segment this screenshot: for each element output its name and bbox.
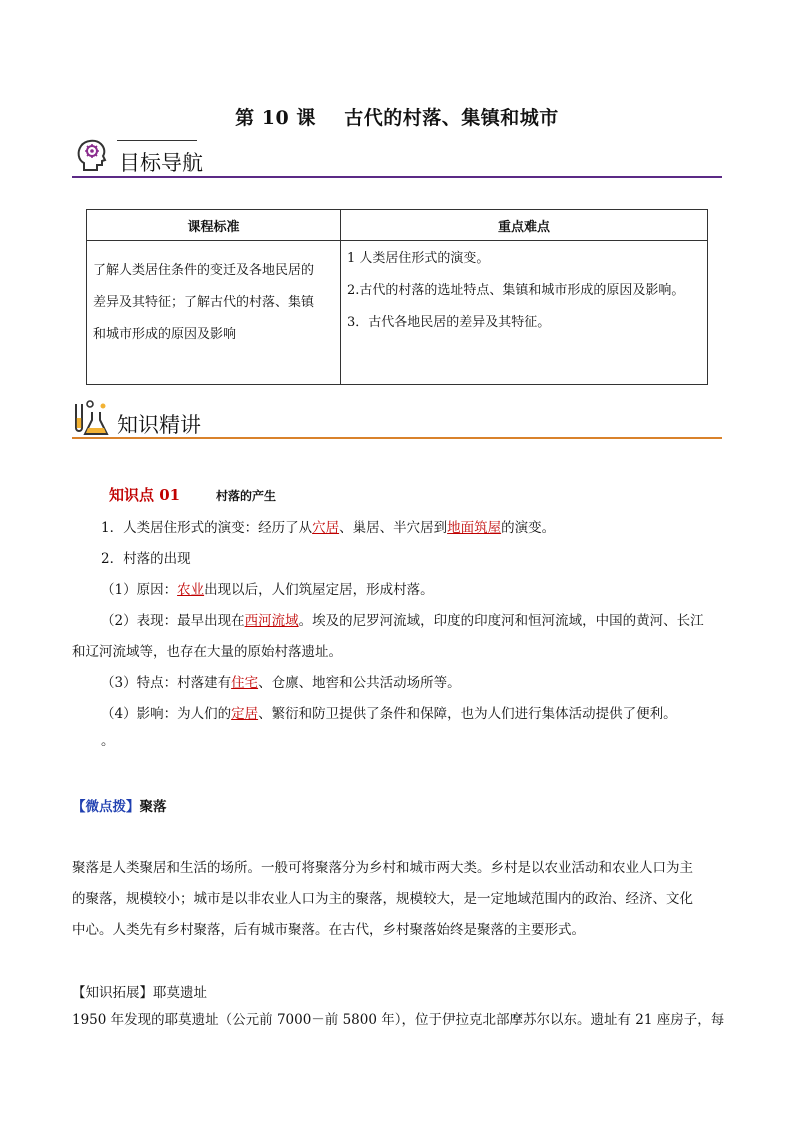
extension-heading xyxy=(72,983,207,1003)
keypoint-line: 2.古代的村落的选址特点、集镇和城市形成的原因及影响。 xyxy=(347,283,685,298)
tip-line: 聚落是人类聚居和生活的场所。一般可将聚落分为乡村和城市两大类。乡村是以农业活动和农业人口为主 xyxy=(72,860,693,876)
paragraph-stray-mark: 。 xyxy=(101,733,115,749)
keypoint-line: 1 人类居住形式的演变。 xyxy=(347,251,490,266)
highlight-term: 西河流域 xyxy=(244,613,299,629)
table-header-standard: 课程标准 xyxy=(87,210,341,241)
table-cell-standard xyxy=(87,241,341,385)
paragraph-dwelling-evolution xyxy=(101,518,555,538)
standard-line: 了解人类居住条件的变迁及各地民居的 xyxy=(93,263,315,278)
text: （4）影响：为人们的 xyxy=(101,706,232,722)
table-header-row xyxy=(87,210,708,241)
highlight-term: 农业 xyxy=(177,582,205,598)
section-heading-goals: 目标导航 xyxy=(119,151,203,175)
standard-line: 和城市形成的原因及影响 xyxy=(93,327,237,342)
highlight-term: 地面筑屋 xyxy=(447,520,502,536)
standard-line: 差异及其特征；了解古代的村落、集镇 xyxy=(93,295,315,310)
text: 、仓廪、地窖和公共活动场所等。 xyxy=(258,675,461,691)
lab-flask-icon xyxy=(70,398,112,438)
table-cell-keypoints xyxy=(341,241,708,385)
text: 、巢居、半穴居到 xyxy=(339,520,448,536)
table-header-keypoints: 重点难点 xyxy=(341,210,708,241)
extension-topic: 耶莫遗址 xyxy=(153,985,207,1001)
bracket: 【 xyxy=(72,985,86,1001)
text: 、繁衍和防卫提供了条件和保障，也为人们进行集体活动提供了便利。 xyxy=(258,706,677,722)
section-divider-purple xyxy=(72,176,722,178)
bracket: 【 xyxy=(72,799,86,815)
text: 的演变。 xyxy=(501,520,556,536)
highlight-term: 穴居 xyxy=(312,520,340,536)
text: 出现以后，人们筑屋定居，形成村落。 xyxy=(204,582,434,598)
section-heading-knowledge: 知识精讲 xyxy=(117,413,201,437)
extension-line: 1950 年发现的耶莫遗址（公元前 7000－前 5800 年），位于伊拉克北部摩苏尔以东。遗址有 21 座房子，每 xyxy=(72,1012,725,1028)
tip-topic: 聚落 xyxy=(139,799,167,815)
paragraph-manifestation-cont: 和辽河流域等，也存在大量的原始村落遗址。 xyxy=(72,644,342,660)
table-row xyxy=(87,241,708,385)
tip-heading xyxy=(72,795,167,815)
paragraph-manifestation xyxy=(101,611,704,631)
text: （2）表现：最早出现在 xyxy=(101,613,245,629)
highlight-term: 住宅 xyxy=(231,675,259,691)
paragraph-features xyxy=(101,673,461,693)
section-top-rule xyxy=(117,140,197,141)
paragraph-impact xyxy=(101,704,677,724)
paragraph-village-emergence: 2．村落的出现 xyxy=(101,551,191,567)
keypoint-line: 3．古代各地民居的差异及其特征。 xyxy=(347,315,551,330)
extension-tag: 知识拓展 xyxy=(85,985,140,1001)
text: （1）原因： xyxy=(101,582,178,598)
bracket: 】 xyxy=(126,799,140,815)
text: （3）特点：村落建有 xyxy=(101,675,232,691)
tip-line: 的聚落，规模较小；城市是以非农业人口为主的聚落，规模较大，是一定地域范围内的政治、经济、文化 xyxy=(72,891,693,907)
text: 1．人类居住形式的演变：经历了从 xyxy=(101,520,313,536)
knowledge-point-title: 村落的产生 xyxy=(216,489,277,503)
knowledge-point-label: 知识点 01 xyxy=(109,486,181,504)
tip-line: 中心。人类先有乡村聚落，后有城市聚落。在古代，乡村聚落始终是聚落的主要形式。 xyxy=(72,922,585,938)
curriculum-table xyxy=(86,209,708,385)
section-divider-orange xyxy=(72,437,722,439)
text: 。埃及的尼罗河流域，印度的印度河和恒河流域，中国的黄河、长江 xyxy=(298,613,704,629)
tip-tag: 微点拨 xyxy=(85,799,126,815)
page-title: 第 10 课 古代的村落、集镇和城市 xyxy=(235,107,559,129)
highlight-term: 定居 xyxy=(231,706,259,722)
bracket: 】 xyxy=(139,985,153,1001)
paragraph-cause xyxy=(101,580,434,600)
brain-gear-icon xyxy=(72,136,112,176)
